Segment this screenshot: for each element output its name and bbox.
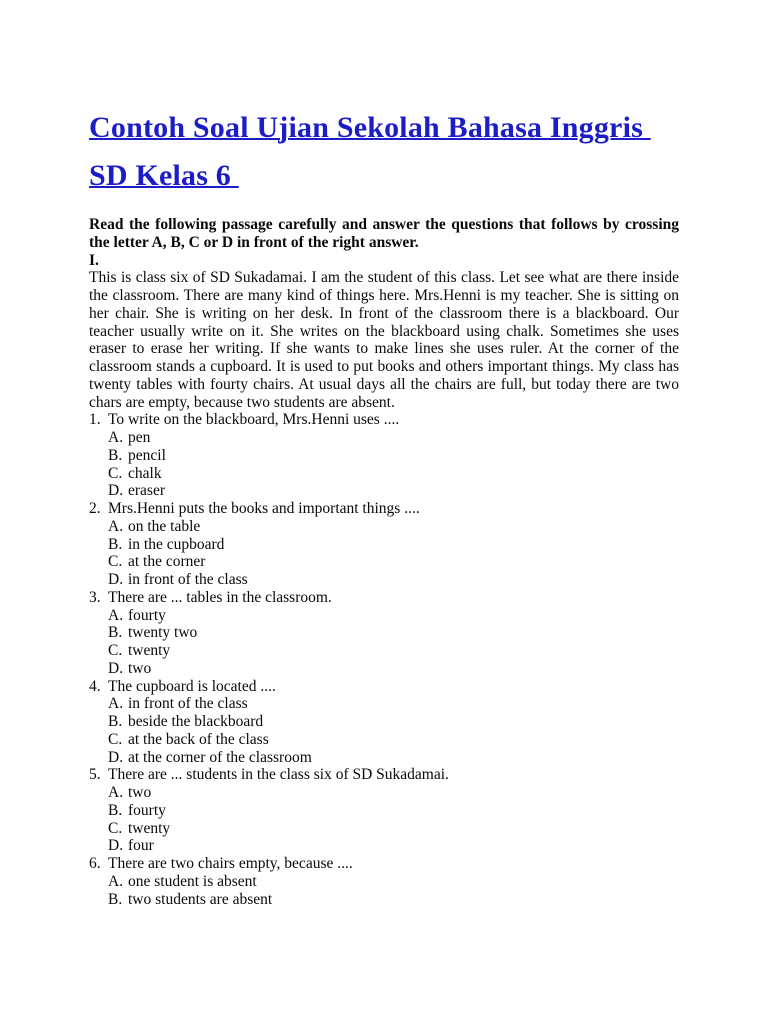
option-letter: B. bbox=[108, 624, 123, 642]
option-letter: C. bbox=[108, 730, 123, 748]
option-text: twenty two bbox=[128, 624, 198, 642]
question-number: 6. bbox=[89, 855, 101, 872]
option-text: one student is absent bbox=[128, 872, 257, 890]
option-row bbox=[108, 465, 679, 483]
question-item bbox=[89, 411, 679, 500]
option-letter: C. bbox=[108, 642, 123, 659]
option-row bbox=[108, 518, 679, 536]
question-text: The cupboard is located .... bbox=[108, 677, 276, 695]
option-row bbox=[108, 447, 679, 465]
option-letter: D. bbox=[108, 748, 124, 766]
option-row bbox=[108, 873, 679, 891]
document-title-link[interactable] bbox=[89, 104, 679, 200]
option-text: four bbox=[128, 837, 154, 855]
option-letter: B. bbox=[108, 801, 123, 819]
option-row bbox=[108, 784, 679, 802]
question-text: Mrs.Henni puts the books and important things .... bbox=[108, 500, 420, 517]
option-letter: A. bbox=[108, 695, 124, 713]
instructions-text: Read the following passage carefully and answer the questions that follows by crossing the letter A, B, C or D in front of the right answer. bbox=[89, 216, 679, 251]
option-text: twenty bbox=[128, 642, 171, 659]
option-row bbox=[108, 891, 679, 909]
option-row bbox=[108, 536, 679, 554]
option-text: fourty bbox=[128, 801, 166, 819]
option-letter: A. bbox=[108, 784, 124, 801]
title-line-2: SD Kelas 6 bbox=[89, 159, 239, 192]
option-text: in the cupboard bbox=[128, 535, 225, 553]
option-letter: A. bbox=[108, 872, 124, 890]
option-letter: B. bbox=[108, 713, 123, 730]
question-line bbox=[89, 589, 679, 607]
document-content bbox=[89, 104, 679, 908]
option-text: two bbox=[128, 659, 152, 677]
option-text: on the table bbox=[128, 517, 201, 535]
option-row bbox=[108, 553, 679, 571]
option-letter: D. bbox=[108, 837, 124, 855]
option-row bbox=[108, 482, 679, 500]
option-letter: B. bbox=[108, 446, 123, 464]
option-row bbox=[108, 713, 679, 731]
section-label: I. bbox=[89, 251, 99, 269]
option-letter: D. bbox=[108, 571, 124, 588]
option-text: beside the blackboard bbox=[128, 713, 264, 730]
question-number: 1. bbox=[89, 411, 101, 429]
option-letter: D. bbox=[108, 659, 124, 677]
question-text: To write on the blackboard, Mrs.Henni uses .... bbox=[108, 411, 400, 429]
option-text: in front of the class bbox=[128, 695, 248, 713]
option-letter: D. bbox=[108, 482, 124, 500]
option-letter: C. bbox=[108, 464, 123, 482]
question-number: 3. bbox=[89, 588, 101, 606]
option-letter: A. bbox=[108, 606, 124, 624]
option-letter: B. bbox=[108, 535, 123, 553]
option-letter: A. bbox=[108, 429, 124, 446]
option-letter: C. bbox=[108, 819, 123, 837]
question-item bbox=[89, 589, 679, 678]
question-item bbox=[89, 678, 679, 767]
option-text: chalk bbox=[128, 464, 162, 482]
option-text: pencil bbox=[128, 446, 166, 464]
question-number: 4. bbox=[89, 677, 101, 695]
option-row bbox=[108, 820, 679, 838]
question-line bbox=[89, 678, 679, 696]
option-row bbox=[108, 624, 679, 642]
option-row bbox=[108, 802, 679, 820]
option-letter: C. bbox=[108, 553, 123, 571]
option-row bbox=[108, 731, 679, 749]
option-text: at the corner of the classroom bbox=[128, 748, 312, 766]
question-line bbox=[89, 411, 679, 429]
question-line bbox=[89, 855, 679, 873]
option-letter: B. bbox=[108, 890, 123, 908]
question-number: 2. bbox=[89, 500, 101, 517]
option-row bbox=[108, 571, 679, 589]
option-text: fourty bbox=[128, 606, 166, 624]
option-row bbox=[108, 429, 679, 447]
option-text: eraser bbox=[128, 482, 165, 500]
option-row bbox=[108, 749, 679, 767]
question-item bbox=[89, 766, 679, 855]
option-row bbox=[108, 607, 679, 625]
option-letter: A. bbox=[108, 517, 124, 535]
question-line bbox=[89, 500, 679, 518]
option-text: pen bbox=[128, 429, 151, 446]
question-item bbox=[89, 500, 679, 589]
option-row bbox=[108, 660, 679, 678]
option-text: at the back of the class bbox=[128, 730, 269, 748]
option-row bbox=[108, 695, 679, 713]
document-body bbox=[89, 216, 679, 908]
option-text: two bbox=[128, 784, 152, 801]
option-text: at the corner bbox=[128, 553, 206, 571]
question-text: There are ... students in the class six of SD Sukadamai. bbox=[108, 766, 449, 784]
title-line-1: Contoh Soal Ujian Sekolah Bahasa Inggris bbox=[89, 111, 651, 144]
option-text: twenty bbox=[128, 819, 171, 837]
question-item bbox=[89, 855, 679, 908]
option-text: in front of the class bbox=[128, 571, 248, 588]
question-text: There are two chairs empty, because .... bbox=[108, 855, 353, 872]
option-text: two students are absent bbox=[128, 890, 273, 908]
option-row bbox=[108, 642, 679, 660]
question-text: There are ... tables in the classroom. bbox=[108, 588, 332, 606]
question-line bbox=[89, 766, 679, 784]
option-row bbox=[108, 837, 679, 855]
reading-passage: This is class six of SD Sukadamai. I am the student of this class. Let see what are there inside the classroom. There are many kind of things here. Mrs.Henni is my teacher. She is sitting on her chair. She is writing on her desk. In front of the classroom there is a blackboard. Our teacher usually write on it. She writes on the blackboard using chalk. Sometimes she uses eraser to erase her writing. If she wants to make lines she uses ruler. At the corner of the classroom stands a cupboard. It is used to put books and others important things. My class has twenty tables with fourty chairs. At usual days all the chairs are full, but today there are two chars are empty, because two students are absent. bbox=[89, 269, 679, 411]
question-number: 5. bbox=[89, 766, 101, 784]
